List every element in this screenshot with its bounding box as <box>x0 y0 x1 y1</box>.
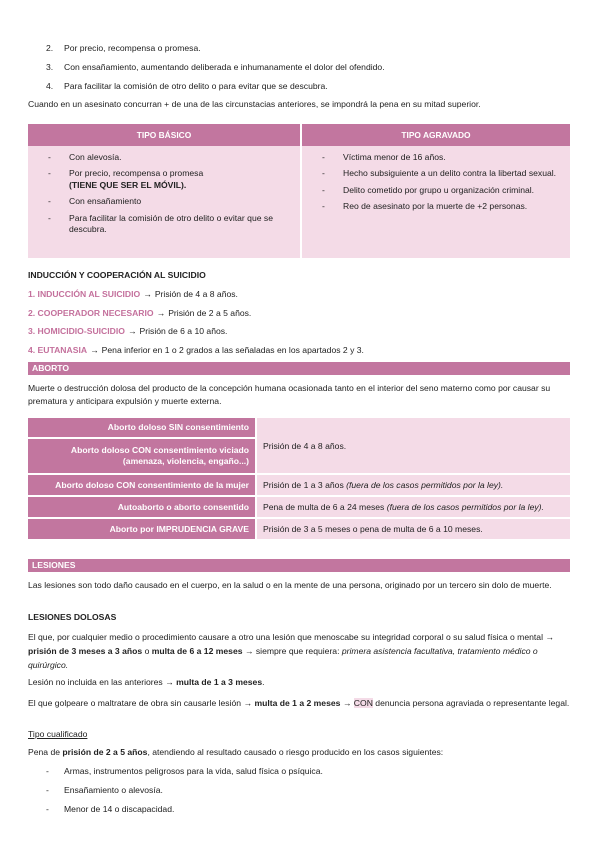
list-item: 3. Con ensañamiento, aumentando deliberada e inhumanamente el dolor del ofendido. <box>46 62 385 72</box>
lesiones-banner: LESIONES <box>28 559 570 572</box>
list-item: - Ensañamiento o alevosía. <box>46 785 163 795</box>
basic-list <box>44 152 292 235</box>
induccion-item: 2. COOPERADOR NECESARIO → Prisión de 2 a 5 años. <box>28 308 252 318</box>
list-item: - Víctima menor de 16 años. <box>318 152 562 163</box>
list-item: - Por precio, recompensa o promesa (TIENE QUE SER EL MÓVIL). <box>44 168 292 191</box>
list-item: 2. Por precio, recompensa o promesa. <box>46 43 201 53</box>
arrow-icon: → <box>545 632 554 642</box>
lesiones-paragraph-3: El que golpeare o maltratare de obra sin causarle lesión → multa de 1 a 2 meses → CON denuncia persona agraviada o representante legal. <box>28 698 570 708</box>
aborto-row-value: Prisión de 1 a 3 años (fuera de los casos permitidos por la ley). <box>256 474 570 496</box>
list-item: - Hecho subsiguiente a un delito contra la libertad sexual. <box>318 168 562 179</box>
header-tipo-basico: TIPO BÁSICO <box>28 124 301 146</box>
movil-note: (TIENE QUE SER EL MÓVIL). <box>69 179 187 190</box>
lesiones-definition: Las lesiones son todo daño causado en el cuerpo, en la salud o en la mente de una persona, originado por un tercero sin dolo de muerte. <box>28 580 552 590</box>
basic-cell <box>28 146 301 258</box>
list-item: - Para facilitar la comisión de otro delito o evitar que se descubra. <box>44 213 292 236</box>
induccion-item: 3. HOMICIDIO-SUICIDIO → Prisión de 6 a 10 años. <box>28 326 228 336</box>
arrow-icon: → <box>244 646 254 656</box>
aborto-row-label: Aborto doloso CON consentimiento de la mujer <box>28 474 256 496</box>
aggravated-list <box>318 152 562 213</box>
con-highlight: CON <box>353 698 373 708</box>
induccion-item: 4. EUTANASIA → Pena inferior en 1 o 2 grados a las señaladas en los apartados 2 y 3. <box>28 345 364 355</box>
lesiones-paragraph-1: El que, por cualquier medio o procedimiento causare a otro una lesión que menoscabe su integridad corporal o su salud física o mental → prisión de 3 meses a 3 años o multa de 6 a 12 meses → siempre que requiera: primera asistencia facultativa, tratamiento médico o quirúrgico. <box>28 632 554 670</box>
arrow-icon: → <box>156 308 166 318</box>
arrow-icon: → <box>127 326 137 336</box>
list-item: 4. Para facilitar la comisión de otro delito o para evitar que se descubra. <box>46 81 328 91</box>
arrow-icon: → <box>90 345 99 355</box>
header-tipo-agravado: TIPO AGRAVADO <box>301 124 570 146</box>
concurrence-note: Cuando en un asesinato concurran + de una de las circunstacias anteriores, se impondrá la pena en su mitad superior. <box>28 99 481 109</box>
aborto-row-value: Pena de multa de 6 a 24 meses (fuera de los casos permitidos por la ley). <box>256 496 570 518</box>
list-item: - Reo de asesinato por la muerte de +2 personas. <box>318 201 562 212</box>
list-item: - Armas, instrumentos peligrosos para la vida, salud física o psíquica. <box>46 766 323 776</box>
list-item: - Delito cometido por grupo u organización criminal. <box>318 185 562 196</box>
lesiones-paragraph-4: Pena de prisión de 2 a 5 años, atendiendo al resultado causado o riesgo producido en los casos siguientes: <box>28 747 444 757</box>
list-item: - Con ensañamiento <box>44 196 292 207</box>
lesiones-dolosas-title: LESIONES DOLOSAS <box>28 612 117 622</box>
list-item: - Menor de 14 o discapacidad. <box>46 804 175 814</box>
induccion-title: INDUCCIÓN Y COOPERACIÓN AL SUICIDIO <box>28 270 206 280</box>
asesinato-table <box>28 124 570 258</box>
aborto-table <box>28 418 570 541</box>
arrow-icon: → <box>342 698 352 708</box>
aborto-row-label: Autoaborto o aborto consentido <box>28 496 256 518</box>
aborto-banner: ABORTO <box>28 362 570 375</box>
arrow-icon: → <box>243 698 253 708</box>
aggravated-cell <box>301 146 570 258</box>
arrow-icon: → <box>143 289 152 299</box>
list-item: - Con alevosía. <box>44 152 292 163</box>
induccion-item: 1. INDUCCIÓN AL SUICIDIO → Prisión de 4 a 8 años. <box>28 289 238 299</box>
arrow-icon: → <box>165 677 174 687</box>
aborto-row-label: Aborto doloso CON consentimiento viciado (amenaza, violencia, engaño...) <box>28 438 256 474</box>
aborto-row-value: Prisión de 4 a 8 años. <box>256 418 570 474</box>
aborto-definition: Muerte o destrucción dolosa del producto de la concepción humana ocasionada tanto en el interior del seno materno como por causar su prematura y anticipara expulsión y muerte externa. <box>28 383 551 406</box>
aborto-row-value: Prisión de 3 a 5 meses o pena de multa de 6 a 10 meses. <box>256 518 570 540</box>
lesiones-paragraph-2: Lesión no incluida en las anteriores → multa de 1 a 3 meses. <box>28 677 265 687</box>
tipo-cualificado-title: Tipo cualificado <box>28 729 88 739</box>
aborto-row-label: Aborto doloso SIN consentimiento <box>28 418 256 438</box>
aborto-row-label: Aborto por IMPRUDENCIA GRAVE <box>28 518 256 540</box>
